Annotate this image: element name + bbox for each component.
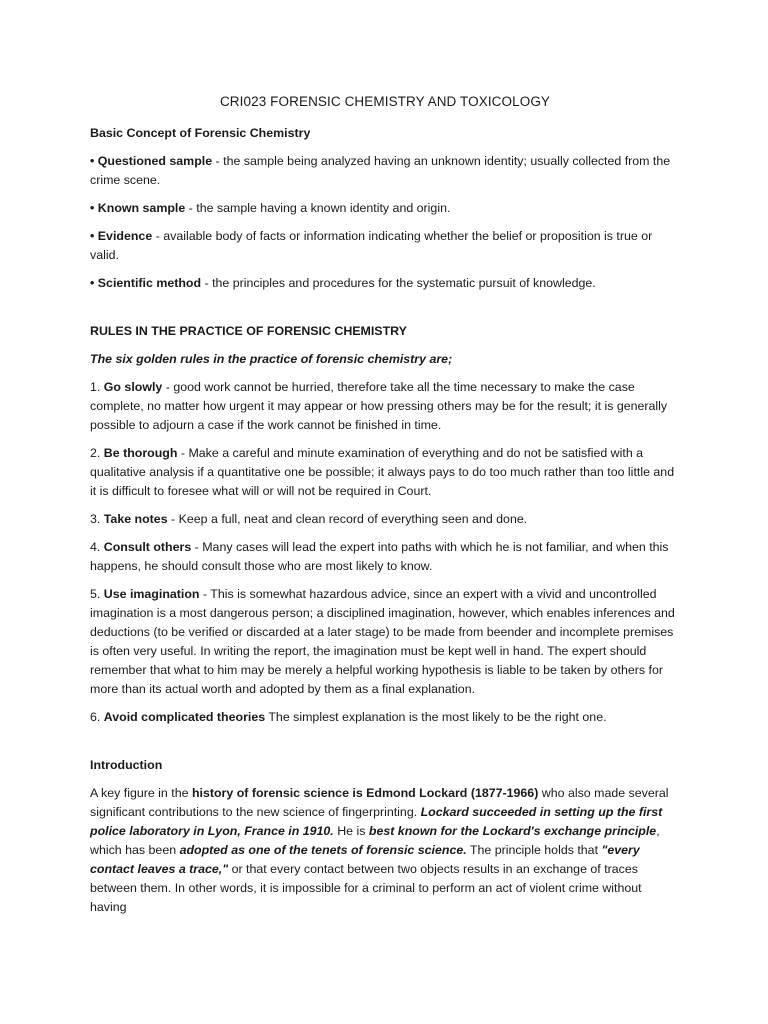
rule-number: 6. xyxy=(90,710,104,724)
definition-item xyxy=(90,227,680,265)
intro-emphasis: Lockard succeeded in setting up the first police laboratory in Lyon, France in 1910. xyxy=(90,805,663,838)
definition-text: - the sample having a known identity and origin. xyxy=(185,201,451,215)
rule-term: Consult others xyxy=(103,540,192,554)
definition-text: - the principles and procedures for the systematic pursuit of knowledge. xyxy=(201,276,596,290)
rule-term: Avoid complicated theories xyxy=(103,710,266,724)
rule-number: 2. xyxy=(90,446,104,460)
introduction-paragraph xyxy=(90,784,680,917)
rule-item xyxy=(90,378,680,435)
rule-term: Use imagination xyxy=(103,587,200,601)
section-heading-basic-concept: Basic Concept of Forensic Chemistry xyxy=(90,126,311,140)
rule-item xyxy=(90,585,680,699)
rule-item xyxy=(90,444,680,501)
definition-item xyxy=(90,199,680,218)
rule-number: 5. xyxy=(90,587,104,601)
rule-term: Be thorough xyxy=(103,446,178,460)
bullet-term: • Scientific method xyxy=(90,276,202,290)
rule-term: Take notes xyxy=(103,512,168,526)
section-spacer xyxy=(90,302,680,322)
document-title: CRI023 FORENSIC CHEMISTRY AND TOXICOLOGY xyxy=(219,94,551,109)
intro-text: A key figure in the xyxy=(90,786,192,800)
rule-item xyxy=(90,538,680,576)
intro-text: The principle holds that xyxy=(466,843,602,857)
rule-text: - good work cannot be hurried, therefore take all the time necessary to make the case complete, no matter how urgent it may appear or how pressing others may be for the result; it is generally possible to adjourn a case if the work cannot be finished in time. xyxy=(90,380,668,432)
section-spacer xyxy=(90,736,680,756)
intro-emphasis: adopted as one of the tenets of forensic science. xyxy=(179,843,467,857)
bullet-term: • Questioned sample xyxy=(90,154,213,168)
section-heading-introduction: Introduction xyxy=(90,758,163,772)
intro-emphasis: history of forensic science is Edmond Lockard (1877-1966) xyxy=(191,786,539,800)
section-heading-rules: RULES IN THE PRACTICE OF FORENSIC CHEMISTRY xyxy=(90,324,407,338)
intro-text: , which has been xyxy=(90,824,660,857)
rule-text: - Keep a full, neat and clean record of everything seen and done. xyxy=(167,512,528,526)
intro-quote: "every contact leaves a trace," xyxy=(90,843,640,876)
rule-item xyxy=(90,708,680,727)
definition-text: - available body of facts or information indicating whether the belief or proposition is true or valid. xyxy=(90,229,653,262)
intro-text: or that every contact between two objects results in an exchange of traces between them. In other words, it is impossible for a criminal to perform an act of violent crime without having xyxy=(90,862,642,914)
document-page xyxy=(90,92,680,926)
rules-subheading: The six golden rules in the practice of forensic chemistry are; xyxy=(90,352,453,366)
rule-text: - Make a careful and minute examination of everything and do not be satisfied with a qualitative analysis if a quantitative one be possible; it always pays to do too much rather than too little and it is difficult to foresee what will or will not be required in Court. xyxy=(90,446,675,498)
rule-text: The simplest explanation is the most likely to be the right one. xyxy=(265,710,607,724)
rule-number: 3. xyxy=(90,512,104,526)
bullet-term: • Known sample xyxy=(90,201,186,215)
bullet-term: • Evidence xyxy=(90,229,153,243)
rule-term: Go slowly xyxy=(103,380,163,394)
rule-number: 1. xyxy=(90,380,104,394)
rule-text: - Many cases will lead the expert into paths with which he is not familiar, and when this happens, he should consult those who are most likely to know. xyxy=(90,540,669,573)
rule-text: - This is somewhat hazardous advice, since an expert with a vivid and uncontrolled imagination is a most dangerous person; a disciplined imagination, however, which enables inferences and deductions (to be verified or discarded at a later stage) to be made from beender and incomplete premises is often very useful. In writing the report, the imagination must be kept well in hand. The expert should remember that what to him may be merely a helpful working hypothesis is liable to be taken by others for more than its actual worth and adopted by them as a final explanation. xyxy=(90,587,675,696)
intro-text: who also made several significant contributions to the new science of fingerprinting. xyxy=(90,786,669,819)
definition-item xyxy=(90,152,680,190)
intro-text: He is xyxy=(333,824,369,838)
rule-item xyxy=(90,510,680,529)
rule-number: 4. xyxy=(90,540,104,554)
intro-emphasis: best known for the Lockard's exchange principle xyxy=(368,824,657,838)
definition-text: - the sample being analyzed having an unknown identity; usually collected from the crime scene. xyxy=(90,154,671,187)
definition-item xyxy=(90,274,680,293)
